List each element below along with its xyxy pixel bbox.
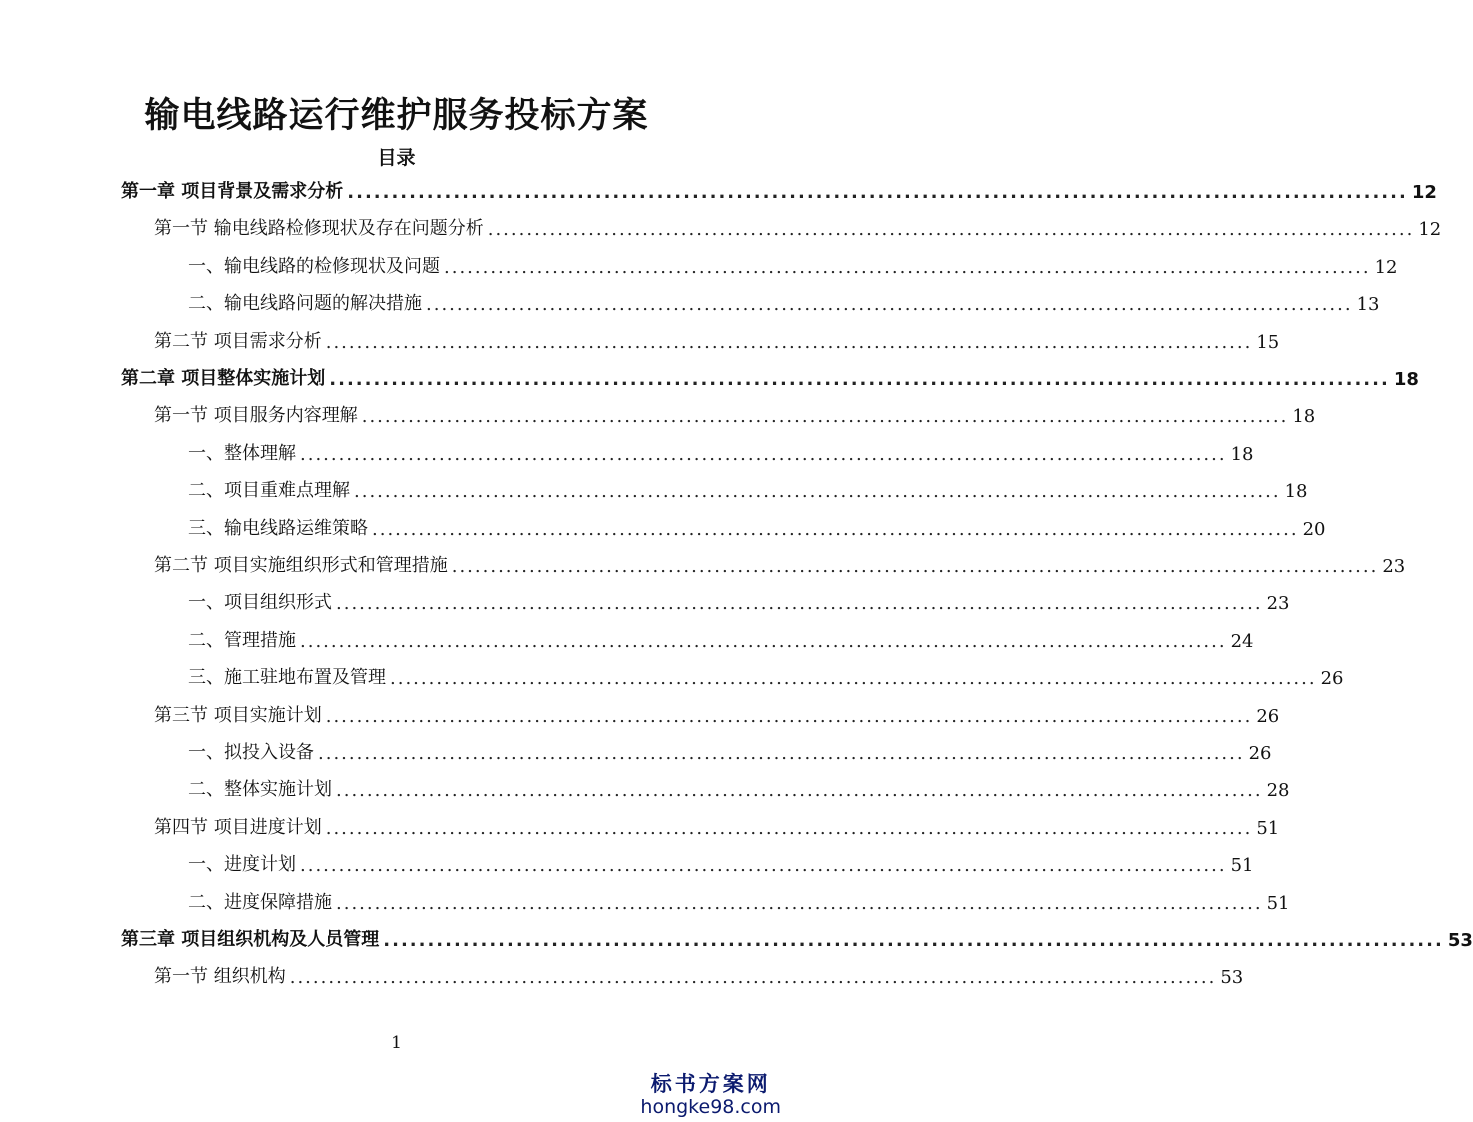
toc-entry[interactable]: [154, 809, 1280, 839]
toc-entry[interactable]: [188, 622, 1254, 652]
toc-entry-page: 15: [1256, 331, 1280, 353]
toc-entry-label: 第三节 项目实施计划: [154, 704, 322, 726]
toc-leader-dots: ........................................................................................................................: [354, 481, 1281, 503]
toc-entry-label: 一、项目组织形式: [188, 592, 332, 614]
toc-entry-page: 26: [1256, 705, 1280, 727]
toc-entry-label: 第一节 项目服务内容理解: [154, 405, 358, 427]
document-title: 输电线路运行维护服务投标方案: [144, 96, 649, 136]
toc-entry-page: 24: [1230, 630, 1254, 652]
toc-entry-page: 12: [1374, 256, 1398, 278]
toc-entry-label: 第二章 项目整体实施计划: [121, 368, 326, 389]
toc-leader-dots: ........................................................................................................................: [383, 930, 1444, 951]
toc-entry-label: 第一节 输电线路检修现状及存在问题分析: [154, 218, 484, 240]
toc-entry[interactable]: [188, 472, 1308, 503]
toc-entry-label: 第一章 项目背景及需求分析: [121, 181, 344, 202]
toc-entry-page: 28: [1266, 780, 1290, 802]
toc-entry-page: 18: [1230, 443, 1254, 465]
toc-entry-page: 53: [1447, 930, 1473, 951]
toc-leader-dots: ........................................................................................................................: [347, 182, 1408, 203]
toc-leader-dots: ........................................................................................................................: [300, 855, 1227, 877]
toc-entry-page: 23: [1266, 593, 1290, 615]
toc-entry[interactable]: [121, 173, 1437, 203]
toc-entry[interactable]: [188, 734, 1272, 764]
toc-entry[interactable]: [188, 435, 1254, 465]
toc-entry[interactable]: [188, 510, 1326, 540]
toc-entry[interactable]: [154, 397, 1316, 428]
toc-entry-page: 51: [1266, 892, 1290, 914]
toc-entry-page: 18: [1284, 481, 1308, 503]
toc-leader-dots: ........................................................................................................................: [444, 256, 1371, 278]
toc-leader-dots: ........................................................................................................................: [325, 705, 1253, 727]
toc-entry-page: 18: [1292, 406, 1316, 428]
toc-entry-label: 第二节 项目实施组织形式和管理措施: [154, 555, 448, 576]
toc-entry[interactable]: [154, 323, 1280, 353]
toc-entry-page: 13: [1356, 294, 1380, 316]
watermark-name: 标书方案网: [650, 1071, 771, 1096]
toc-entry-label: 一、拟投入设备: [188, 742, 314, 763]
toc-leader-dots: ........................................................................................................................: [300, 630, 1227, 652]
toc-entry-page: 12: [1418, 219, 1442, 241]
toc-entry[interactable]: [154, 210, 1442, 241]
watermark-logo: [640, 1068, 781, 1118]
toc-entry-page: 23: [1382, 556, 1406, 577]
toc-entry-page: 51: [1230, 855, 1254, 877]
toc-leader-dots: ........................................................................................................................: [390, 668, 1317, 690]
toc-entry-page: 53: [1220, 967, 1244, 989]
toc-leader-dots: ........................................................................................................................: [336, 780, 1263, 802]
toc-entry-label: 一、整体理解: [188, 442, 296, 464]
toc-leader-dots: ........................................................................................................................: [361, 406, 1289, 428]
toc-leader-dots: ........................................................................................................................: [426, 294, 1353, 316]
toc-entry-label: 第一节 组织机构: [154, 966, 286, 988]
toc-entry-label: 第二节 项目需求分析: [154, 330, 322, 352]
toc-entry[interactable]: [154, 697, 1280, 727]
toc-entry-page: 18: [1393, 369, 1419, 390]
toc-leader-dots: ........................................................................................................................: [451, 556, 1379, 577]
toc-entry-label: 二、进度保障措施: [188, 891, 332, 913]
toc-leader-dots: ........................................................................................................................: [325, 331, 1253, 353]
toc-entry-label: 三、输电线路运维策略: [188, 517, 368, 539]
toc-leader-dots: ........................................................................................................................: [329, 369, 1390, 390]
toc-entry-page: 26: [1248, 743, 1272, 764]
toc-entry-page: 20: [1302, 518, 1326, 540]
toc-leader-dots: ........................................................................................................................: [336, 892, 1263, 914]
toc-entry-label: 第四节 项目进度计划: [154, 816, 322, 838]
toc-leader-dots: ........................................................................................................................: [325, 817, 1253, 839]
watermark-url: hongke98.com: [640, 1096, 781, 1118]
toc-entry[interactable]: [154, 958, 1244, 989]
toc-entry-label: 二、整体实施计划: [188, 779, 332, 801]
page-number: 1: [391, 1033, 402, 1053]
toc-leader-dots: ........................................................................................................................: [300, 443, 1227, 465]
toc-entry[interactable]: [188, 771, 1290, 802]
toc-entry-label: 一、进度计划: [188, 854, 296, 876]
toc-entry[interactable]: [188, 285, 1380, 316]
toc-leader-dots: ........................................................................................................................: [318, 743, 1245, 764]
toc-leader-dots: ........................................................................................................................: [487, 219, 1415, 241]
toc-entry[interactable]: [121, 360, 1419, 390]
toc-leader-dots: ........................................................................................................................: [372, 518, 1299, 540]
toc-entry-page: 12: [1411, 182, 1437, 203]
toc-entry-label: 二、项目重难点理解: [188, 480, 350, 502]
toc-entry-label: 一、输电线路的检修现状及问题: [188, 255, 440, 277]
toc-entry[interactable]: [188, 584, 1290, 615]
toc-entry-label: 二、管理措施: [188, 629, 296, 651]
toc-entry-label: 三、施工驻地布置及管理: [188, 667, 386, 689]
toc-entry-label: 第三章 项目组织机构及人员管理: [121, 929, 380, 950]
toc-entry-page: 26: [1320, 668, 1344, 690]
toc-entry[interactable]: [188, 248, 1398, 278]
toc-entry-page: 51: [1256, 817, 1280, 839]
toc-leader-dots: ........................................................................................................................: [289, 967, 1217, 989]
toc-entry[interactable]: [121, 921, 1473, 951]
toc-heading: 目录: [377, 147, 416, 169]
toc-entry[interactable]: [188, 884, 1290, 914]
toc-entry[interactable]: [188, 846, 1254, 877]
toc-entry[interactable]: [154, 547, 1406, 577]
toc-entry-label: 二、输电线路问题的解决措施: [188, 293, 422, 315]
toc-leader-dots: ........................................................................................................................: [336, 593, 1263, 615]
toc-entry[interactable]: [188, 659, 1344, 690]
